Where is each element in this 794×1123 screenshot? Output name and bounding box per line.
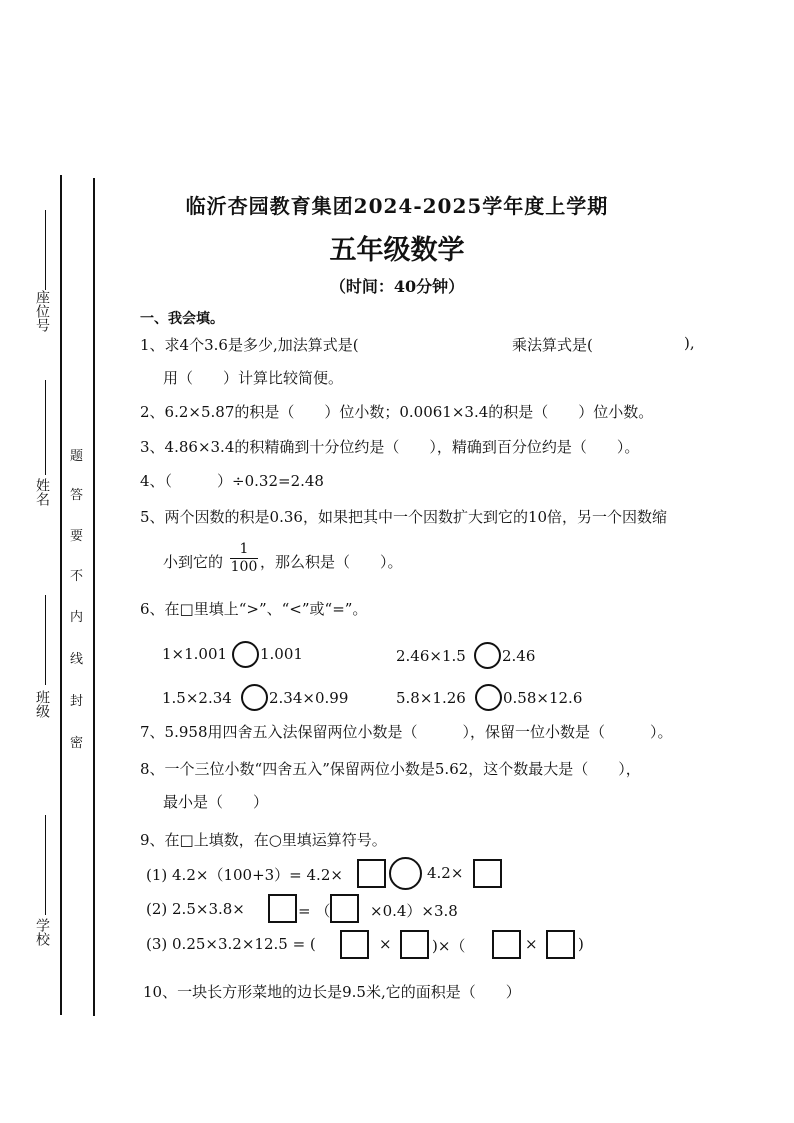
question-10: 10、一块长方形菜地的边长是9.5米,它的面积是（ ） bbox=[143, 983, 521, 1001]
seat-label: 座位号 bbox=[34, 290, 50, 332]
question-9-1b: 4.2× bbox=[427, 864, 464, 882]
compare-circle[interactable] bbox=[474, 642, 501, 669]
answer-box[interactable] bbox=[400, 930, 429, 959]
question-9-3e: ) bbox=[578, 935, 584, 953]
answer-box[interactable] bbox=[340, 930, 369, 959]
seal-char: 不 bbox=[70, 569, 84, 584]
question-9-3d: × bbox=[525, 935, 538, 953]
class-underline bbox=[45, 595, 46, 685]
section-heading: 一、我会填。 bbox=[140, 311, 224, 327]
seal-char: 题 bbox=[70, 449, 84, 464]
seal-char: 答 bbox=[70, 488, 84, 503]
fraction-one-hundredth bbox=[230, 541, 258, 576]
compare-right: 2.34×0.99 bbox=[269, 689, 349, 707]
subject-title: 五年级数学 bbox=[329, 235, 465, 266]
compare-right: 0.58×12.6 bbox=[503, 689, 583, 707]
question-1c: ), bbox=[684, 334, 695, 352]
compare-circle[interactable] bbox=[232, 641, 259, 668]
question-9-3b: × bbox=[379, 935, 392, 953]
question-5a: 5、两个因数的积是0.36，如果把其中一个因数扩大到它的10倍，另一个因数缩 bbox=[140, 508, 668, 526]
binding-line-left bbox=[60, 175, 62, 1015]
fraction-numerator: 1 bbox=[230, 541, 258, 559]
seal-char: 内 bbox=[70, 610, 84, 625]
school-underline bbox=[45, 815, 46, 915]
question-8b: 最小是（ ） bbox=[163, 793, 269, 811]
question-3: 3、4.86×3.4的积精确到十分位约是（ ），精确到百分位约是（ ）。 bbox=[140, 438, 640, 456]
seal-char: 线 bbox=[70, 652, 84, 667]
compare-left: 2.46×1.5 bbox=[396, 647, 466, 665]
binding-line-right bbox=[93, 178, 95, 1016]
question-9-3c: )×（ bbox=[432, 937, 466, 955]
answer-box[interactable] bbox=[357, 859, 386, 888]
compare-right: 1.001 bbox=[260, 645, 303, 663]
question-1b: 乘法算式是( bbox=[512, 336, 593, 354]
question-9-2b: = （ bbox=[298, 902, 331, 920]
compare-circle[interactable] bbox=[475, 684, 502, 711]
question-9-3a: (3) 0.25×3.2×12.5 = ( bbox=[146, 935, 316, 953]
question-9-2a: (2) 2.5×3.8× bbox=[146, 900, 245, 918]
school-label: 学校 bbox=[34, 918, 50, 946]
exam-title: 临沂杏园教育集团2024-2025学年度上学期 bbox=[185, 194, 609, 218]
seal-char: 密 bbox=[70, 736, 84, 751]
name-underline bbox=[45, 380, 46, 475]
question-7: 7、5.958用四舍五入法保留两位小数是（ ），保留一位小数是（ ）。 bbox=[140, 723, 673, 741]
question-9: 9、在□上填数，在○里填运算符号。 bbox=[140, 831, 387, 849]
answer-box[interactable] bbox=[492, 930, 521, 959]
answer-box[interactable] bbox=[330, 894, 359, 923]
answer-box[interactable] bbox=[268, 894, 297, 923]
fraction-denominator: 100 bbox=[230, 559, 258, 575]
compare-right: 2.46 bbox=[502, 647, 536, 665]
class-label: 班级 bbox=[34, 690, 50, 718]
seal-char: 封 bbox=[70, 694, 84, 709]
answer-box[interactable] bbox=[546, 930, 575, 959]
question-1d: 用（ ）计算比较简便。 bbox=[163, 369, 344, 387]
question-9-1a: (1) 4.2×（100+3）= 4.2× bbox=[146, 866, 343, 884]
question-2: 2、6.2×5.87的积是（ ）位小数；0.0061×3.4的积是（ ）位小数。 bbox=[140, 403, 654, 421]
compare-left: 1.5×2.34 bbox=[162, 689, 232, 707]
compare-left: 1×1.001 bbox=[162, 645, 228, 663]
compare-circle[interactable] bbox=[241, 684, 268, 711]
seal-char: 要 bbox=[70, 529, 84, 544]
question-6: 6、在□里填上“>”、“<”或“=”。 bbox=[140, 600, 368, 618]
question-8a: 8、一个三位小数“四舍五入”保留两位小数是5.62，这个数最大是（ ）， bbox=[140, 760, 641, 778]
exam-time: （时间：40分钟） bbox=[329, 277, 465, 296]
question-5b-post: ，那么积是（ ）。 bbox=[260, 553, 403, 571]
operator-circle[interactable] bbox=[389, 857, 422, 890]
question-1a: 1、求4个3.6是多少,加法算式是( bbox=[140, 336, 359, 354]
question-9-2c: ×0.4）×3.8 bbox=[370, 902, 458, 920]
question-4: 4、（ ）÷0.32=2.48 bbox=[140, 472, 324, 490]
compare-left: 5.8×1.26 bbox=[396, 689, 466, 707]
answer-box[interactable] bbox=[473, 859, 502, 888]
name-label: 姓名 bbox=[34, 478, 50, 506]
question-5b-pre: 小到它的 bbox=[163, 553, 224, 571]
